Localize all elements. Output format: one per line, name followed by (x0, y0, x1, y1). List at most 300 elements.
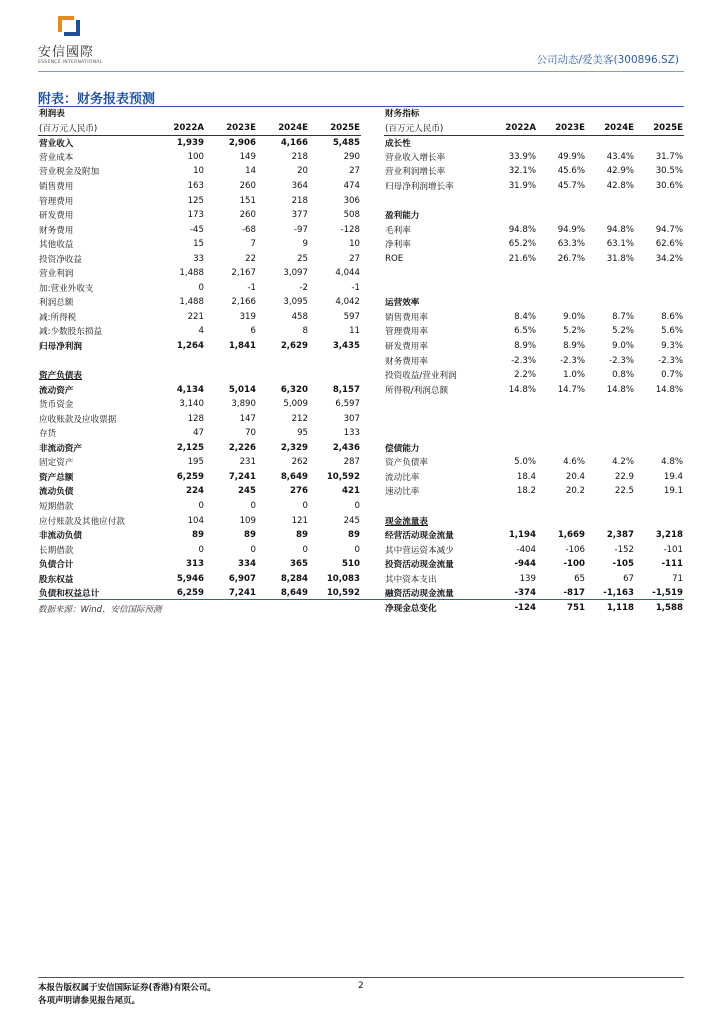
value-cell: 1,669 (557, 530, 585, 541)
value-cell (586, 499, 635, 514)
table-row (384, 208, 684, 223)
value-cell: 5,485 (332, 137, 360, 148)
row-label (384, 208, 489, 223)
value-cell: 7,241 (228, 471, 256, 482)
value-cell: 31.9% (508, 181, 536, 191)
row-label-text: 净现金总变化 (385, 603, 437, 614)
row-label (38, 455, 153, 470)
row-label-text: 投资活动现金流量 (385, 560, 454, 571)
value-cell: 14.8% (655, 384, 683, 395)
value-cell (586, 135, 635, 150)
table-row (38, 251, 361, 266)
value-cell: 121 (291, 515, 308, 526)
empty-cell (153, 106, 205, 121)
value-cell: -944 (514, 559, 536, 570)
value-cell: 3,890 (231, 399, 256, 410)
empty-cell (205, 106, 257, 121)
value-cell: 260 (239, 181, 256, 191)
row-label-text: 所得税/利润总额 (385, 385, 449, 396)
value-cell: 5,009 (283, 399, 308, 410)
value-cell: 2,387 (606, 530, 634, 541)
value-cell: 128 (187, 413, 204, 424)
value-cell: 139 (519, 573, 536, 584)
table-row (384, 382, 684, 397)
value-cell: 6,597 (335, 399, 360, 410)
value-cell: -2.3% (560, 355, 585, 366)
row-label-text: 净利率 (385, 240, 411, 251)
value-cell (489, 295, 537, 310)
value-cell: 133 (343, 428, 360, 439)
year-header: 2025E (309, 121, 361, 136)
row-label-text: 非流动负债 (39, 531, 82, 542)
value-cell: 8 (302, 326, 308, 337)
value-cell (309, 368, 361, 383)
row-label-text: 非流动资产 (39, 443, 82, 454)
row-label-text: 存货 (39, 429, 57, 440)
value-cell (635, 135, 684, 150)
value-cell: -2.3% (609, 355, 634, 366)
row-label (384, 397, 489, 412)
row-label (38, 208, 153, 223)
value-cell: 42.8% (606, 181, 634, 191)
data-source-note: 数据来源：Wind、安信国际预测 (38, 605, 162, 615)
value-cell: 364 (291, 181, 308, 191)
value-cell (586, 426, 635, 441)
value-cell: 4.8% (661, 457, 683, 468)
unit-label: (百万元人民币) (384, 121, 489, 136)
row-label (38, 557, 153, 572)
row-label (38, 193, 153, 208)
row-label-text: 营业利润增长率 (385, 167, 446, 178)
value-cell: -97 (293, 224, 308, 235)
row-label-text: 财务费用率 (385, 356, 428, 367)
value-cell: 218 (291, 195, 308, 206)
financial-ratios-table (384, 106, 684, 615)
row-label-text: 融资活动现金流量 (385, 589, 454, 600)
table-row (38, 266, 361, 281)
value-cell: 1,939 (176, 137, 204, 148)
value-cell: 173 (187, 210, 204, 221)
value-cell: 20 (297, 166, 308, 177)
table-row (384, 542, 684, 557)
row-label (384, 135, 489, 150)
value-cell: -1 (351, 282, 360, 293)
row-label (384, 339, 489, 354)
value-cell: 27 (349, 166, 360, 177)
row-label (384, 499, 489, 514)
table-row (38, 484, 361, 499)
value-cell (153, 353, 205, 368)
row-label-text: 营业成本 (39, 152, 74, 163)
value-cell: 0 (198, 501, 204, 512)
table-row (38, 397, 361, 412)
value-cell: 8.4% (514, 311, 536, 322)
value-cell: 25 (297, 253, 308, 264)
table-row (38, 295, 361, 310)
row-label (38, 324, 153, 339)
table-row (38, 411, 361, 426)
table-row (38, 208, 361, 223)
value-cell: 71 (672, 573, 683, 584)
table-row (38, 572, 361, 587)
row-label (384, 353, 489, 368)
value-cell (537, 193, 586, 208)
row-label-text: 减:所得税 (39, 312, 77, 323)
value-cell: 10 (349, 239, 360, 250)
table-row (38, 353, 361, 368)
value-cell: -2.3% (511, 355, 536, 366)
row-label (384, 484, 489, 499)
row-label-text: 资产负债率 (385, 458, 428, 469)
value-cell: 3,140 (179, 399, 204, 410)
value-cell: 6,320 (280, 384, 308, 395)
row-label-text: 归母净利润 (39, 342, 82, 353)
value-cell: 14 (245, 166, 256, 177)
table-row (38, 470, 361, 485)
value-cell (205, 353, 257, 368)
row-label-text: 销售费用 (39, 182, 74, 192)
value-cell (537, 295, 586, 310)
value-cell (586, 193, 635, 208)
table-row (38, 382, 361, 397)
value-cell: 262 (291, 457, 308, 468)
value-cell (537, 397, 586, 412)
value-cell: 0.8% (612, 370, 634, 381)
value-cell: 30.5% (655, 166, 683, 177)
value-cell (586, 281, 635, 296)
value-cell: 377 (291, 210, 308, 221)
value-cell (489, 208, 537, 223)
value-cell (586, 295, 635, 310)
row-label-text: 应付账款及其他应付款 (39, 516, 125, 527)
empty-cell (489, 106, 537, 121)
table-row (38, 499, 361, 514)
value-cell: 8,649 (280, 588, 308, 599)
value-cell: 1.0% (563, 370, 585, 381)
row-label-text: 负债和权益总计 (39, 589, 100, 600)
value-cell (537, 135, 586, 150)
year-header: 2022A (153, 121, 205, 136)
footer-divider (38, 977, 684, 978)
value-cell: 9.0% (563, 311, 585, 322)
value-cell: -1,519 (652, 588, 683, 599)
value-cell: 19.4 (663, 471, 683, 482)
value-cell: 2,226 (228, 442, 256, 453)
value-cell: 1,488 (179, 297, 204, 308)
value-cell: 4.2% (612, 457, 634, 468)
value-cell: 32.1% (508, 166, 536, 177)
table-row (384, 150, 684, 165)
value-cell: 7 (250, 239, 256, 250)
value-cell: 6,907 (228, 573, 256, 584)
value-cell: 0 (198, 282, 204, 293)
table-row (38, 426, 361, 441)
value-cell: 6 (250, 326, 256, 337)
value-cell (489, 411, 537, 426)
value-cell: 287 (343, 457, 360, 468)
row-label (38, 397, 153, 412)
value-cell: -1 (247, 282, 256, 293)
value-cell: 307 (343, 413, 360, 424)
logo-name-cn: 安信國際 (38, 45, 95, 60)
value-cell (537, 266, 586, 281)
value-cell: 474 (343, 181, 360, 191)
value-cell: 3,097 (283, 268, 308, 279)
value-cell: 11 (349, 326, 360, 337)
value-cell: 290 (343, 151, 360, 162)
table-row (38, 310, 361, 325)
value-cell (635, 411, 684, 426)
row-label-text: 股东权益 (39, 574, 74, 585)
value-cell: 33.9% (508, 151, 536, 162)
row-label (38, 411, 153, 426)
value-cell: 125 (187, 195, 204, 206)
row-label (384, 193, 489, 208)
value-cell: 0 (354, 501, 360, 512)
table-row (384, 324, 684, 339)
row-label-text: 货币资金 (39, 400, 74, 411)
value-cell: 22.5 (614, 486, 634, 497)
value-cell (586, 411, 635, 426)
table-row (38, 222, 361, 237)
value-cell: 33 (193, 253, 204, 264)
value-cell (586, 397, 635, 412)
value-cell: 89 (348, 530, 360, 541)
year-header: 2022A (489, 121, 537, 136)
row-label-text: 资产总额 (39, 472, 74, 483)
row-label-text: 加:营业外收支 (39, 283, 94, 294)
table-row (38, 164, 361, 179)
value-cell: 8,157 (332, 384, 360, 395)
value-cell: 63.3% (557, 239, 585, 250)
value-cell: 1,194 (508, 530, 536, 541)
value-cell: 15 (193, 239, 204, 250)
value-cell: 7,241 (228, 588, 256, 599)
value-cell: 224 (186, 486, 204, 497)
value-cell: 31.8% (606, 253, 634, 264)
table-row (38, 193, 361, 208)
row-label (384, 441, 489, 456)
row-label (384, 179, 489, 194)
row-label (38, 470, 153, 485)
value-cell: 151 (239, 195, 256, 206)
table-row (38, 528, 361, 543)
disclaimer-notice: 各项声明请参见报告尾页。 (38, 996, 141, 1006)
row-label (38, 266, 153, 281)
row-label-text: 流动比率 (385, 472, 420, 483)
value-cell: -2.3% (658, 355, 683, 366)
empty-cell (635, 106, 684, 121)
table-row (384, 411, 684, 426)
row-label (384, 528, 489, 543)
value-cell: 231 (239, 457, 256, 468)
table-row (38, 455, 361, 470)
row-label-text: 营业税金及附加 (39, 167, 100, 178)
value-cell: 458 (291, 311, 308, 322)
value-cell: 5,946 (176, 573, 204, 584)
row-label (384, 150, 489, 165)
row-label (38, 310, 153, 325)
value-cell: 10,083 (326, 573, 360, 584)
row-label (38, 484, 153, 499)
row-label (38, 222, 153, 237)
table-title-row (38, 106, 361, 121)
value-cell: 9.3% (661, 341, 683, 352)
table-row (384, 455, 684, 470)
row-label (38, 164, 153, 179)
value-cell: 5.0% (514, 457, 536, 468)
value-cell: 4,166 (280, 137, 308, 148)
value-cell: 94.7% (655, 224, 683, 235)
value-cell (489, 499, 537, 514)
row-label (38, 339, 153, 354)
row-label (384, 572, 489, 587)
value-cell (586, 208, 635, 223)
row-label-text: 偿债能力 (385, 443, 420, 454)
table-row (384, 528, 684, 543)
value-cell (537, 426, 586, 441)
value-cell: 70 (245, 428, 256, 439)
value-cell: 2,906 (228, 137, 256, 148)
table-row (384, 557, 684, 572)
value-cell: 245 (343, 515, 360, 526)
row-label-text: 财务费用 (39, 225, 74, 236)
row-label (384, 542, 489, 557)
year-header: 2023E (537, 121, 586, 136)
row-label (384, 368, 489, 383)
row-label (38, 542, 153, 557)
table-row (384, 237, 684, 252)
row-label-text: 固定资产 (39, 458, 74, 469)
row-label (38, 135, 153, 150)
row-label-text: 经营活动现金流量 (385, 531, 454, 542)
value-cell: 20.4 (565, 471, 585, 482)
value-cell: 2.2% (514, 370, 536, 381)
value-cell (489, 513, 537, 528)
value-cell: 3,095 (283, 297, 308, 308)
row-label (384, 164, 489, 179)
value-cell: 6,259 (176, 588, 204, 599)
value-cell: -404 (516, 544, 536, 555)
value-cell (489, 266, 537, 281)
value-cell (586, 513, 635, 528)
row-label (384, 295, 489, 310)
value-cell: 6,259 (176, 471, 204, 482)
table-row (384, 368, 684, 383)
value-cell: 109 (239, 515, 256, 526)
value-cell (635, 441, 684, 456)
year-header: 2024E (257, 121, 309, 136)
value-cell: 20.2 (565, 486, 585, 497)
value-cell (586, 441, 635, 456)
value-cell (537, 411, 586, 426)
row-label (384, 382, 489, 397)
row-label (384, 237, 489, 252)
value-cell: 65.2% (508, 239, 536, 250)
value-cell: 14.8% (606, 384, 634, 395)
row-label (384, 411, 489, 426)
value-cell: 8.6% (661, 311, 683, 322)
row-label (38, 150, 153, 165)
table-row (384, 310, 684, 325)
row-label-text: 负债合计 (39, 560, 74, 571)
value-cell: 18.2 (516, 486, 536, 497)
row-label-text: 利润总额 (39, 298, 74, 309)
row-label-text: 长期借款 (39, 545, 74, 556)
table-row (384, 601, 684, 616)
value-cell: 89 (192, 530, 204, 541)
value-cell: 65 (574, 573, 585, 584)
row-label-text: 营业收入增长率 (385, 152, 446, 163)
value-cell (635, 426, 684, 441)
row-label (38, 382, 153, 397)
value-cell (205, 368, 257, 383)
row-label-text: 运营效率 (385, 298, 420, 309)
copyright-notice: 本报告版权属于安信国际证券(香港)有限公司。 (38, 983, 216, 993)
value-cell: -374 (514, 588, 536, 599)
value-cell: 26.7% (557, 253, 585, 264)
value-cell: 5.2% (612, 326, 634, 337)
value-cell: 195 (187, 457, 204, 468)
value-cell: 1,264 (176, 341, 204, 352)
value-cell: -100 (563, 559, 585, 570)
value-cell: 63.1% (606, 239, 634, 250)
value-cell: 3,435 (332, 341, 360, 352)
value-cell: 4,044 (335, 268, 360, 279)
value-cell: 147 (239, 413, 256, 424)
row-label (38, 499, 153, 514)
value-cell: 212 (291, 413, 308, 424)
value-cell: 421 (342, 486, 360, 497)
logo-mark-icon (56, 14, 82, 38)
logo-name-en: ESSENCE INTERNATIONAL (38, 60, 103, 65)
table-row (384, 193, 684, 208)
value-cell: 8.9% (563, 341, 585, 352)
value-cell: 8.9% (514, 341, 536, 352)
table-row (38, 339, 361, 354)
value-cell (537, 499, 586, 514)
value-cell: 0 (302, 544, 308, 555)
company-logo (38, 14, 118, 65)
value-cell (537, 208, 586, 223)
row-label-text: 销售费用率 (385, 312, 428, 323)
value-cell (257, 368, 309, 383)
value-cell: 14.7% (557, 384, 585, 395)
row-label (384, 455, 489, 470)
row-label (38, 237, 153, 252)
value-cell (635, 193, 684, 208)
row-label (384, 470, 489, 485)
value-cell: 21.6% (508, 253, 536, 264)
value-cell: 89 (244, 530, 256, 541)
row-label (384, 266, 489, 281)
value-cell: 4,134 (176, 384, 204, 395)
column-header-row (38, 121, 361, 136)
value-cell (635, 397, 684, 412)
value-cell (489, 426, 537, 441)
table-row (384, 251, 684, 266)
value-cell: -1,163 (603, 588, 634, 599)
value-cell (537, 513, 586, 528)
value-cell: 4,042 (335, 297, 360, 308)
value-cell: -128 (340, 224, 360, 235)
value-cell: 8.7% (612, 311, 634, 322)
row-label-text: 流动负债 (39, 487, 74, 498)
value-cell: 43.4% (606, 151, 634, 162)
table-row (384, 441, 684, 456)
value-cell: 95 (297, 428, 308, 439)
row-label-text: 投资收益/营业利润 (385, 371, 457, 382)
